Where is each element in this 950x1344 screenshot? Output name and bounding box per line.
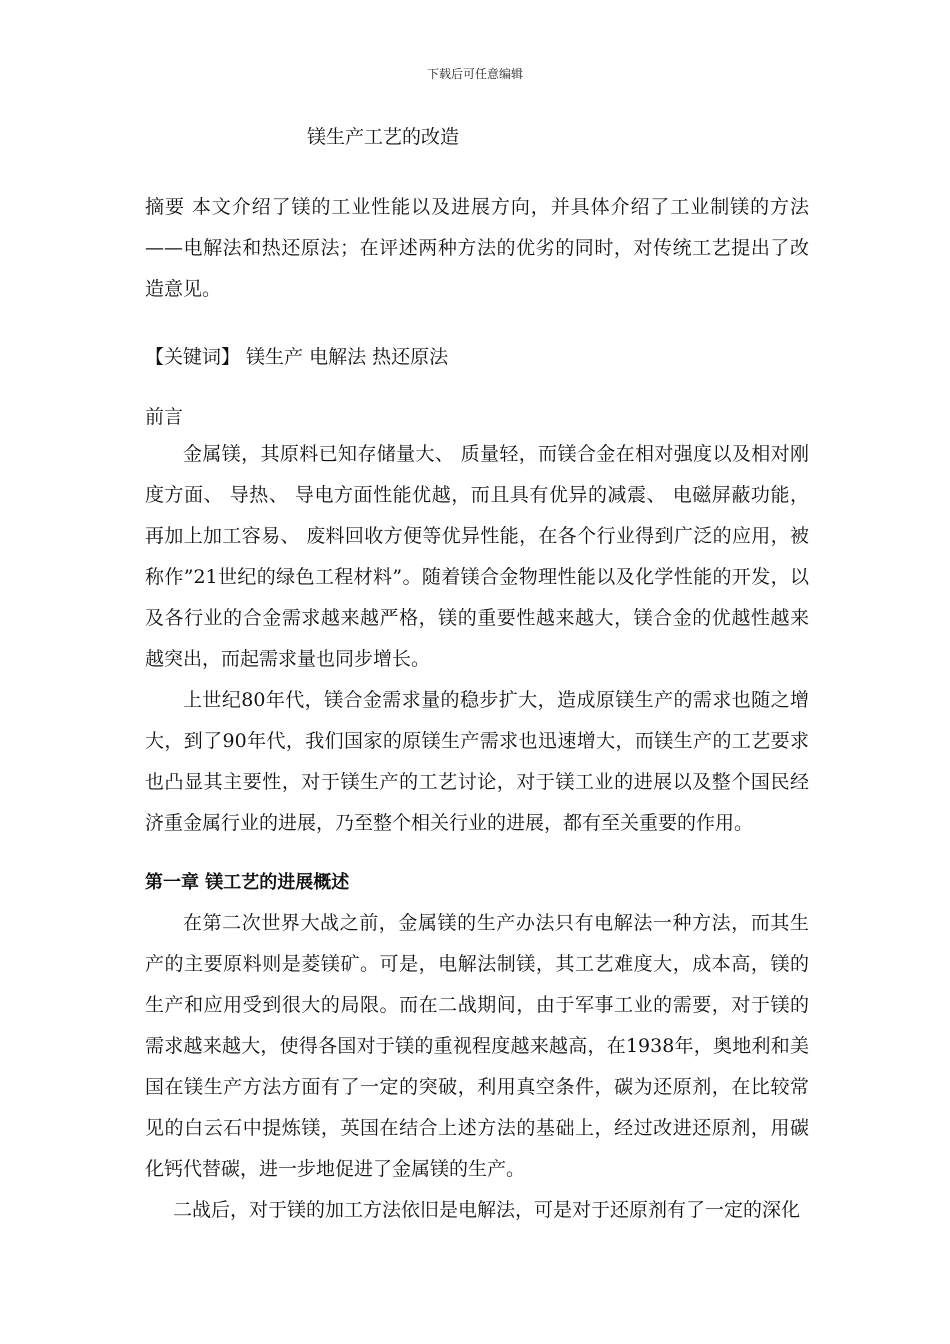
- preface-paragraph-2: 上世纪80年代，镁合金需求量的稳步扩大，造成原镁生产的需求也随之增大，到了90年代，我们国家的原镁生产需求也迅速增大，而镁生产的工艺要求也凸显其主要性，对于镁生产的工艺讨论，对于镁工业的进展以及整个国民经济重金属行业的进展，乃至整个相关行业的进展，都有至关重要的作用。: [145, 689, 809, 834]
- abstract-paragraph: [145, 187, 809, 310]
- document-title: 镁生产工艺的改造: [307, 126, 460, 148]
- keywords-line: 【关键词】 镁生产 电解法 热还原法: [145, 346, 449, 368]
- header-note: 下载后可任意编辑: [426, 67, 523, 81]
- chapter-1-heading: 第一章 镁工艺的进展概述: [145, 872, 350, 893]
- chapter-1-paragraph-1: 在第二次世界大战之前，金属镁的生产办法只有电解法一种方法，而其生产的主要原料则是菱镁矿。可是，电解法制镁，其工艺难度大，成本高，镁的生产和应用受到很大的局限。而在二战期间，由于军事工业的需要，对于镁的需求越来越大，使得各国对于镁的重视程度越来越高，在1938年，奥地利和美国在镁生产方法方面有了一定的突破，利用真空条件，碳为还原剂，在比较常见的白云石中提炼镁，英国在结合上述方法的基础上，经过改进还原剂，用碳化钙代替碳，进一步地促进了金属镁的生产。: [145, 912, 809, 1180]
- preface-body: [145, 434, 809, 844]
- chapter-1-section: [145, 862, 809, 1231]
- preface-heading: 前言: [145, 406, 184, 428]
- abstract-text: 摘要 本文介绍了镁的工业性能以及进展方向，并具体介绍了工业制镁的方法——电解法和热还原法；在评述两种方法的优劣的同时，对传统工艺提出了改造意见。: [145, 196, 809, 300]
- preface-paragraph-1: 金属镁，其原料已知存储量大、 质量轻，而镁合金在相对强度以及相对刚度方面、 导热、 导电方面性能优越，而且具有优异的减震、 电磁屏蔽功能，再加上加工容易、 废料回收方便等优异性能，在各个行业得到广泛的应用，被称作”21世纪的绿色工程材料”。随着镁合金物理性能以及化学性能的开发，以及各行业的合金需求越来越严格，镁的重要性越来越大，镁合金的优越性越来越突出，而起需求量也同步增长。: [145, 443, 809, 670]
- chapter-1-paragraph-2: 二战后，对于镁的加工方法依旧是电解法，可是对于还原剂有了一定的深化: [173, 1199, 801, 1221]
